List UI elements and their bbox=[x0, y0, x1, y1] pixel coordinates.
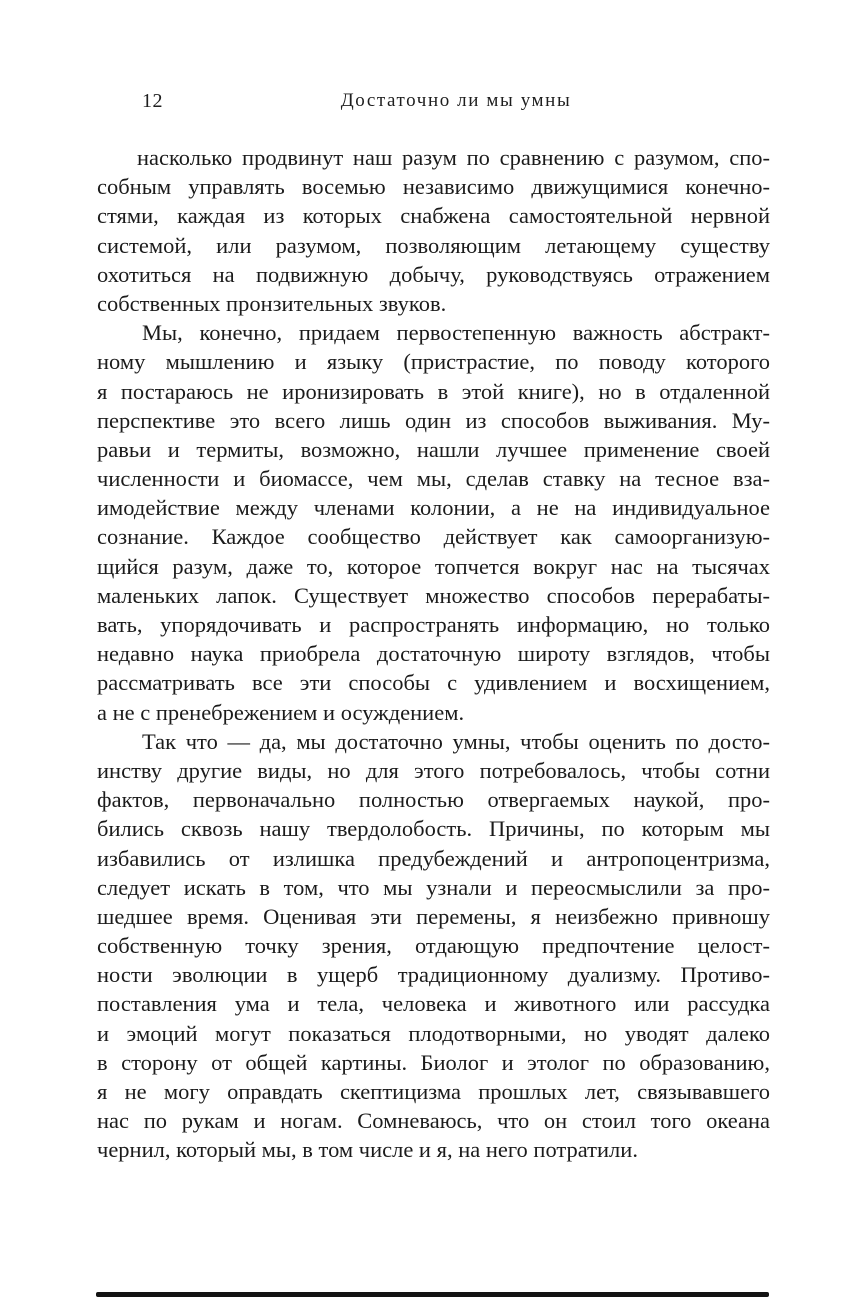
text-line: охотиться на подвижную добычу, руководствуясь отражением bbox=[97, 261, 770, 287]
text-line: избавились от излишка предубеждений и антропоцентризма, bbox=[97, 845, 770, 871]
text-line: маленьких лапок. Существует множество способов перерабаты- bbox=[97, 582, 770, 608]
text-line: рассматривать все эти способы с удивлением и восхищением, bbox=[97, 670, 770, 696]
text-line: инству другие виды, но для этого потребовалось, чтобы сотни bbox=[97, 757, 770, 783]
text-line: вать, упорядочивать и распространять информацию, но только bbox=[97, 612, 770, 637]
text-line: следует искать в том, что мы узнали и переосмыслили за про- bbox=[97, 874, 770, 900]
text-line: шедшее время. Оценивая эти перемены, я неизбежно привношу bbox=[97, 903, 770, 929]
paragraph bbox=[97, 143, 770, 318]
running-title: Достаточно ли мы умны bbox=[340, 90, 572, 111]
body-text bbox=[97, 143, 770, 1165]
page-header bbox=[142, 90, 770, 114]
text-line: перспективе это всего лишь один из способов выживания. Му- bbox=[97, 407, 770, 433]
paragraph bbox=[97, 318, 770, 727]
text-line: я постараюсь не иронизировать в этой книге), но в отдаленной bbox=[97, 378, 770, 404]
text-line: Так что — да, мы достаточно умны, чтобы оценить по досто- bbox=[142, 728, 770, 754]
text-line: поставления ума и тела, человека и животного или рассудка bbox=[97, 991, 770, 1017]
text-line: собственную точку зрения, отдающую предпочтение целост- bbox=[97, 933, 770, 959]
text-line: и эмоций могут показаться плодотворными, но уводят далеко bbox=[97, 1020, 770, 1046]
text-line: численности и биомассе, чем мы, сделав ставку на тесное вза- bbox=[97, 466, 770, 492]
text-line: равьи и термиты, возможно, нашли лучшее применение своей bbox=[97, 436, 770, 462]
text-line: имодействие между членами колонии, а не на индивидуальное bbox=[97, 495, 770, 521]
text-line: насколько продвинут наш разум по сравнению с разумом, спо- bbox=[137, 145, 770, 170]
text-line: фактов, первоначально полностью отвергаемых наукой, про- bbox=[97, 787, 770, 813]
text-line: системой, или разумом, позволяющим летающему существу bbox=[97, 232, 770, 258]
reading-progress-bar[interactable] bbox=[96, 1292, 769, 1297]
text-line: я не могу оправдать скептицизма прошлых лет, связывавшего bbox=[97, 1079, 770, 1104]
text-line: бились сквозь нашу твердолобость. Причины, по которым мы bbox=[97, 816, 770, 842]
text-line: нас по рукам и ногам. Сомневаюсь, что он стоил того океана bbox=[97, 1108, 770, 1134]
text-line: Мы, конечно, придаем первостепенную важность абстракт- bbox=[142, 320, 770, 346]
text-line: стями, каждая из которых снабжена самостоятельной нервной bbox=[97, 203, 770, 229]
text-line: недавно наука приобрела достаточную широту взглядов, чтобы bbox=[97, 641, 770, 667]
text-line: собным управлять восемью независимо движущимися конечно- bbox=[97, 174, 770, 200]
page-number: 12 bbox=[142, 90, 163, 112]
text-line: собственных пронзительных звуков. bbox=[97, 290, 447, 316]
text-line: ному мышлению и языку (пристрастие, по поводу которого bbox=[97, 349, 770, 375]
text-line: сознание. Каждое сообщество действует как самоорганизую- bbox=[97, 524, 770, 550]
text-line: ности эволюции в ущерб традиционному дуализму. Противо- bbox=[97, 962, 770, 988]
text-line: чернил, который мы, в том числе и я, на него потратили. bbox=[97, 1137, 638, 1163]
text-line: а не с пренебрежением и осуждением. bbox=[97, 699, 465, 725]
text-line: в сторону от общей картины. Биолог и этолог по образованию, bbox=[97, 1049, 770, 1075]
paragraph bbox=[97, 727, 770, 1165]
text-line: щийся разум, даже то, которое топчется вокруг нас на тысячах bbox=[97, 553, 770, 579]
